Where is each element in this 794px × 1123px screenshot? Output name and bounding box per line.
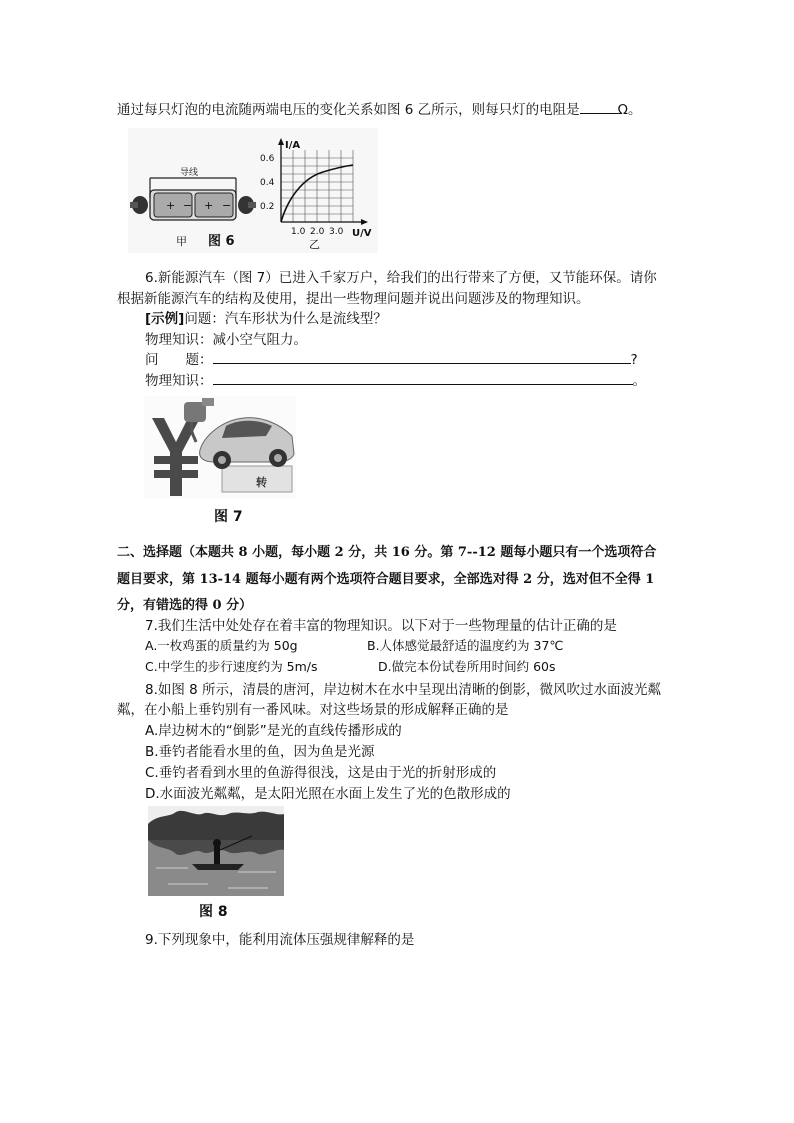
y-tick-1: 0.4 (260, 178, 275, 188)
figure-8-photo (148, 806, 284, 896)
q8-option-b[interactable]: B.垂钓者能看水里的鱼，因为鱼是光源 (145, 744, 375, 760)
answer-blank-knowledge[interactable] (213, 372, 633, 385)
figure-6 (128, 128, 378, 253)
answer-blank-resistance[interactable] (580, 101, 618, 114)
q7-option-b[interactable]: B.人体感觉最舒适的温度约为 37℃ (367, 638, 564, 653)
figure-8-caption: 图 8 (199, 904, 228, 920)
q5-unit: Ω。 (617, 102, 642, 118)
svg-text:+: + (166, 199, 176, 212)
q6-line-1: 6.新能源汽车（图 7）已进入千家万户，给我们的出行带来了方便，又节能环保。请你 (145, 270, 657, 286)
wire-label: 导线 (180, 168, 199, 178)
section-2-title: 二、选择题 (117, 545, 183, 560)
knowledge-end: 。 (632, 373, 646, 389)
x-tick-1: 2.0 (310, 227, 325, 237)
question-label: 问 题： (145, 352, 213, 368)
section-2-line-1 (117, 541, 656, 560)
q8-option-a[interactable]: A.岸边树木的“倒影”是光的直线传播形成的 (145, 723, 402, 739)
example-question-text: 问题：汽车形状为什么是流线型？ (184, 311, 387, 327)
svg-text:−: − (222, 199, 232, 212)
knowledge-label: 物理知识： (145, 373, 213, 389)
q6-knowledge-row (145, 369, 646, 389)
q5-line (117, 98, 642, 118)
q7-option-a[interactable]: A.一枚鸡蛋的质量约为 50g (145, 638, 298, 653)
svg-text:+: + (204, 199, 214, 212)
section-2-line-2: 题目要求，第 13-14 题每小题有两个选项符合题目要求，全部选对得 2 分，选对但不全得 1 (117, 572, 655, 587)
y-tick-0: 0.6 (260, 154, 275, 164)
q8-option-c[interactable]: C.垂钓者看到水里的鱼游得很浅，这是由于光的折射形成的 (145, 765, 497, 781)
q7-stem: 7.我们生活中处处存在着丰富的物理知识。以下对于一些物理量的估计正确的是 (145, 618, 617, 634)
x-tick-0: 1.0 (291, 227, 306, 237)
fisherman (214, 846, 220, 864)
answer-blank-question[interactable] (213, 351, 631, 364)
q8-stem-line-1: 8.如图 8 所示，清晨的唐河，岸边树木在水中呈现出清晰的倒影，微风吹过水面波光粼 (145, 682, 662, 698)
x-axis-label: U/V (352, 228, 372, 239)
svg-text:转: 转 (256, 476, 267, 489)
q6-example-knowledge: 物理知识：减小空气阻力。 (145, 332, 307, 348)
y-axis-label: I/A (285, 140, 301, 151)
boat (192, 864, 244, 870)
q7-option-c[interactable]: C.中学生的步行速度约为 5m/s (145, 659, 318, 674)
q9-stem: 9.下列现象中，能利用流体压强规律解释的是 (145, 932, 415, 948)
q5-text: 通过每只灯泡的电流随两端电压的变化关系如图 6 乙所示，则每只灯的电阻是 (117, 102, 580, 118)
figure-7-caption: 图 7 (214, 509, 243, 525)
label-jia: 甲 (176, 235, 187, 248)
q6-question-row (145, 348, 638, 368)
svg-text:−: − (183, 199, 193, 212)
section-2-line-3: 分，有错选的得 0 分） (117, 598, 253, 613)
q8-stem-line-2: 粼，在小船上垂钓别有一番风味。对这些场景的形成解释正确的是 (117, 702, 509, 718)
x-tick-2: 3.0 (329, 227, 344, 237)
y-tick-2: 0.2 (260, 202, 275, 212)
q8-option-d[interactable]: D.水面波光粼粼，是太阳光照在水面上发生了光的色散形成的 (145, 786, 511, 802)
section-2-line-1-rest: （本题共 8 小题，每小题 2 分，共 16 分。第 7--12 题每小题只有一个选项符合 (182, 545, 657, 560)
example-tag: [示例] (145, 311, 185, 327)
question-end: ? (630, 352, 638, 368)
q6-line-2: 根据新能源汽车的结构及使用，提出一些物理问题并说出问题涉及的物理知识。 (117, 291, 590, 307)
label-yi: 乙 (309, 238, 320, 251)
q6-example-question (145, 307, 387, 327)
q7-option-d[interactable]: D.做完本份试卷所用时间约 60s (378, 659, 556, 674)
figure-7-photo (144, 396, 296, 499)
figure-6-caption: 图 6 (208, 234, 235, 249)
